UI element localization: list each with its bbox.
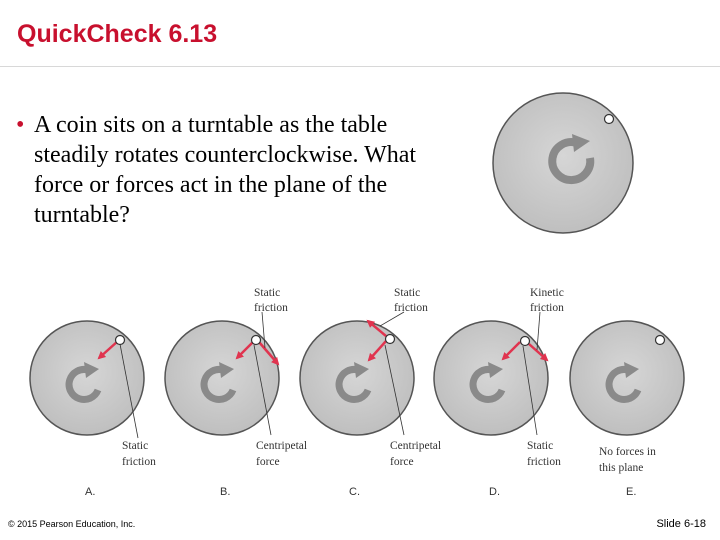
- bottom-label-line1: Static: [527, 440, 554, 452]
- turntable-disk: [165, 321, 279, 435]
- copyright-notice: © 2015 Pearson Education, Inc.: [8, 519, 136, 529]
- bottom-label-line2: friction: [122, 456, 156, 468]
- option-e: [570, 321, 684, 498]
- turntable-disk: [434, 321, 548, 435]
- coin: [116, 336, 125, 345]
- top-label-line1: Static: [254, 287, 281, 299]
- leader-line: [380, 312, 404, 326]
- top-label-line2: friction: [254, 302, 288, 314]
- coin: [386, 335, 395, 344]
- turntable-disk: [570, 321, 684, 435]
- coin: [252, 336, 261, 345]
- option-b: [165, 287, 307, 498]
- top-label-line1: Kinetic: [530, 287, 564, 299]
- bottom-label-line1: Static: [122, 440, 149, 452]
- top-label-line2: friction: [394, 302, 428, 314]
- option-letter: A.: [85, 486, 96, 498]
- question-text: A coin sits on a turntable as the table steadily rotates counterclockwise. What force or forces act in the plane of the turntable?: [34, 112, 417, 228]
- option-d: [434, 287, 564, 498]
- bottom-label-line1: No forces in: [599, 446, 656, 458]
- turntable-disk: [493, 93, 633, 233]
- bottom-label-line2: force: [390, 456, 414, 468]
- option-c: [300, 287, 441, 498]
- option-letter: C.: [349, 486, 360, 498]
- option-letter: B.: [220, 486, 231, 498]
- option-a: [30, 321, 156, 498]
- coin: [521, 337, 530, 346]
- slide-number: Slide 6-18: [656, 518, 706, 530]
- coin: [656, 336, 665, 345]
- coin: [605, 115, 614, 124]
- bottom-label-line2: force: [256, 456, 280, 468]
- option-letter: D.: [489, 486, 500, 498]
- top-label-line2: friction: [530, 302, 564, 314]
- turntable-disk: [300, 321, 414, 435]
- leader-line: [537, 312, 540, 350]
- bottom-label-line1: Centripetal: [256, 440, 308, 452]
- bottom-label-line2: this plane: [599, 462, 644, 474]
- option-letter: E.: [626, 486, 637, 498]
- top-label-line1: Static: [394, 287, 421, 299]
- bottom-label-line2: friction: [527, 456, 561, 468]
- reference-turntable: [493, 93, 633, 233]
- bottom-label-line1: Centripetal: [390, 440, 442, 452]
- bullet-symbol: •: [16, 112, 25, 138]
- slide-title: QuickCheck 6.13: [17, 20, 218, 48]
